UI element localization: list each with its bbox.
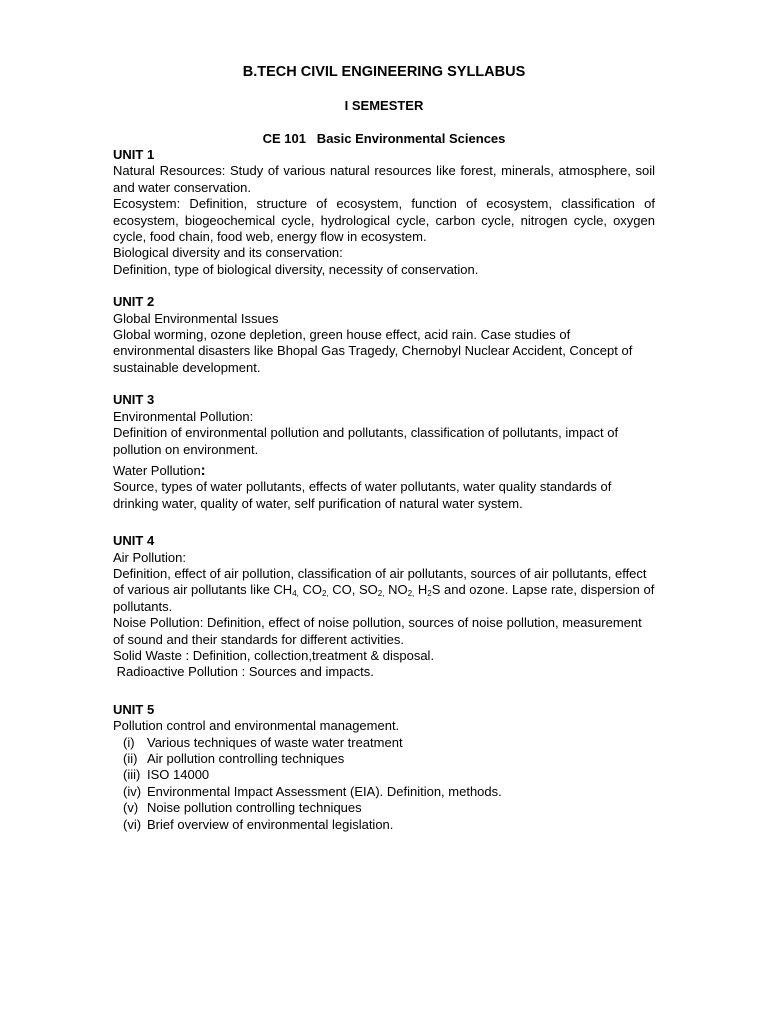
list-item-text: Various techniques of waste water treatment [147, 734, 403, 750]
water-pollution-heading [113, 463, 655, 479]
list-item-number: (v) [123, 800, 139, 816]
environmental-pollution-heading: Environmental Pollution: [113, 408, 254, 424]
list-item-number: (iii) [123, 767, 141, 783]
air-pollution-heading: Air Pollution: [113, 549, 186, 565]
unit-5-heading: UNIT 5 [113, 701, 155, 717]
ecosystem-text: Ecosystem: Definition, structure of ecosystem, function of ecosystem, classification of ecosystem, biogeochemical cycle, hydrological cycle, carbon cycle, nitrogen cycle, oxygen cycle, food chain, food web, energy flow in ecosystem. [113, 196, 655, 245]
unit-4-heading: UNIT 4 [113, 533, 155, 549]
radioactive-pollution-text: Radioactive Pollution : Sources and impacts. [113, 664, 374, 680]
list-item-text: Brief overview of environmental legislation. [147, 816, 394, 832]
water-pollution-label: Water Pollution [113, 462, 201, 478]
subscript: 4, [292, 589, 299, 599]
subscript: 2, [407, 589, 415, 599]
subscript: 2, [322, 589, 329, 599]
list-item-text: ISO 14000 [147, 767, 210, 783]
solid-waste-text: Solid Waste : Definition, collection,treatment & disposal. [113, 647, 435, 663]
air-pollution-text-part: CO [298, 582, 322, 598]
natural-resources-text: Natural Resources: Study of various natural resources like forest, minerals, atmosphere, soil and water conservation. [113, 163, 655, 195]
unit-2-section [113, 294, 655, 376]
list-item-number: (iv) [123, 783, 142, 799]
document-title: B.TECH CIVIL ENGINEERING SYLLABUS [242, 64, 526, 80]
list-item [113, 817, 655, 833]
unit-1-heading: UNIT 1 [113, 147, 155, 162]
unit-5-section [113, 702, 655, 833]
environmental-pollution-text: Definition of environmental pollution and pollutants, classification of pollutants, impact of pollution on environment. [113, 425, 619, 457]
biodiversity-text: Definition, type of biological diversity, necessity of conservation. [113, 261, 479, 277]
list-item-text: Noise pollution controlling techniques [147, 800, 362, 816]
semester-heading: I SEMESTER [344, 98, 424, 113]
air-pollution-text-part: NO [384, 582, 408, 598]
water-pollution-text: Source, types of water pollutants, effects of water pollutants, water quality standards of drinking water, quality of water, self purification of natural water system. [113, 479, 612, 511]
subscript: 2, [377, 589, 385, 599]
unit-1-section [113, 147, 655, 278]
water-pollution-colon: : [200, 461, 206, 479]
list-item [113, 767, 655, 783]
syllabus-content [113, 147, 655, 833]
global-issues-text: Global worming, ozone depletion, green house effect, acid rain. Case studies of environmental disasters like Bhopal Gas Tragedy, Chernobyl Nuclear Accident, Concept of sustainable development. [113, 327, 633, 375]
air-pollution-text-part: H [414, 582, 428, 598]
list-item-number: (vi) [123, 816, 142, 832]
unit-4-section [113, 533, 655, 681]
unit-5-topic-list [113, 735, 655, 833]
unit-2-heading: UNIT 2 [113, 294, 155, 310]
unit-3-heading: UNIT 3 [113, 392, 155, 408]
noise-pollution-text: Noise Pollution: Definition, effect of noise pollution, sources of noise pollution, measurement of sound and their standards for different activities. [113, 615, 642, 647]
global-issues-heading: Global Environmental Issues [113, 310, 279, 326]
list-item-number: (ii) [123, 751, 138, 766]
course-heading: CE 101 Basic Environmental Sciences [262, 131, 506, 146]
list-item [113, 735, 655, 751]
list-item-text: Environmental Impact Assessment (EIA). Definition, methods. [147, 783, 502, 799]
subscript: 2 [427, 589, 432, 599]
air-pollution-text-part: Definition, effect of air pollution, classification of air pollutants, sources of air pollutants, effect of various air pollutants like CH [113, 565, 647, 598]
list-item [113, 800, 655, 816]
pollution-control-heading: Pollution control and environmental management. [113, 718, 400, 734]
list-item-number: (i) [123, 734, 135, 750]
air-pollution-text-part: CO, SO [328, 582, 378, 598]
list-item [113, 784, 655, 800]
biodiversity-heading: Biological diversity and its conservation: [113, 245, 343, 261]
air-pollution-text-part: S and ozone. Lapse rate, dispersion of pollutants. [113, 582, 655, 614]
air-pollution-text [113, 566, 655, 615]
list-item [113, 751, 655, 767]
unit-3-section [113, 392, 655, 512]
list-item-text: Air pollution controlling techniques [147, 751, 345, 766]
